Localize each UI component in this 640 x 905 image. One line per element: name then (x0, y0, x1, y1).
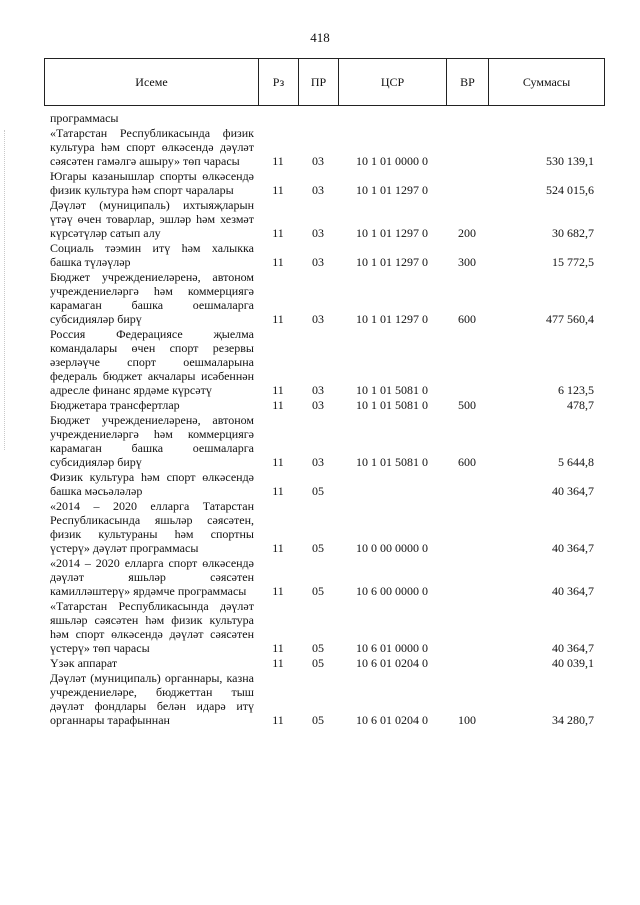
row-vr: 500 (458, 398, 476, 412)
row-sum: 478,7 (567, 398, 594, 412)
row-csr (338, 469, 446, 498)
table-header (44, 58, 605, 106)
row-rz: 11 (272, 584, 284, 598)
row-sum: 34 280,7 (552, 713, 594, 727)
row-name: «2014 – 2020 елларга Татарстан Республикасында яшьләр сәясәтен, физик культураны һәм спортны үстерү» дәүләт программасы (50, 499, 254, 555)
row-csr: 10 0 00 0000 0 (356, 541, 428, 555)
row-vr (446, 598, 488, 655)
row-rz: 11 (272, 713, 284, 727)
row-rz: 11 (272, 641, 284, 655)
row-rz (258, 110, 298, 125)
row-name: Үзәк аппарат (50, 656, 118, 670)
row-vr (446, 168, 488, 197)
row-rz: 11 (272, 154, 284, 168)
row-name: «2014 – 2020 елларга спорт өлкәсендә дәүләт яшьләр сәясәтен камилләштерү» ярдәмче программасы (50, 556, 254, 598)
row-rz: 11 (272, 541, 284, 555)
row-vr (446, 125, 488, 168)
row-csr: 10 1 01 1297 0 (356, 183, 428, 197)
row-vr (446, 469, 488, 498)
table-row (44, 555, 604, 598)
table-row (44, 110, 604, 125)
row-pr: 03 (312, 226, 324, 240)
row-pr: 05 (312, 484, 324, 498)
row-sum: 40 039,1 (552, 656, 594, 670)
row-sum: 15 772,5 (552, 255, 594, 269)
row-pr: 05 (312, 584, 324, 598)
row-pr: 05 (312, 656, 324, 670)
row-vr: 100 (458, 713, 476, 727)
row-name: Бюджет учреждениеләренә, автоном учреждениеләргә һәм коммерциягә карамаган башка оешмаларга субсидияләр бирү (50, 270, 254, 326)
row-name: «Татарстан Республикасында физик культура һәм спорт өлкәсендә дәүләт сәясәтен гамәлгә ашыру» төп чарасы (50, 126, 254, 168)
header-pr: ПР (299, 59, 339, 106)
row-rz: 11 (272, 455, 284, 469)
table-row (44, 670, 604, 727)
table-row (44, 326, 604, 397)
row-vr (446, 555, 488, 598)
row-sum: 30 682,7 (552, 226, 594, 240)
row-sum: 40 364,7 (552, 484, 594, 498)
row-sum: 40 364,7 (552, 541, 594, 555)
row-csr: 10 1 01 1297 0 (356, 255, 428, 269)
row-pr (298, 110, 338, 125)
row-rz: 11 (272, 656, 284, 670)
table-row (44, 197, 604, 240)
row-pr: 03 (312, 398, 324, 412)
table-row (44, 269, 604, 326)
row-name: Югары казанышлар спорты өлкәсендә физик культура һәм спорт чаралары (50, 169, 254, 197)
header-vr: ВР (447, 59, 489, 106)
row-rz: 11 (272, 255, 284, 269)
row-rz: 11 (272, 226, 284, 240)
row-pr: 03 (312, 312, 324, 326)
row-vr (446, 110, 488, 125)
row-rz: 11 (272, 484, 284, 498)
table-row (44, 469, 604, 498)
row-pr: 03 (312, 154, 324, 168)
row-pr: 05 (312, 713, 324, 727)
row-csr: 10 1 01 1297 0 (356, 226, 428, 240)
row-sum: 6 123,5 (558, 383, 594, 397)
row-csr: 10 6 01 0204 0 (356, 656, 428, 670)
row-rz: 11 (272, 312, 284, 326)
margin-scan-marks (4, 130, 13, 450)
row-vr: 300 (458, 255, 476, 269)
row-sum (488, 110, 604, 125)
row-rz: 11 (272, 183, 284, 197)
row-rz: 11 (272, 398, 284, 412)
row-name: программасы (50, 111, 119, 125)
table-row (44, 240, 604, 269)
row-csr: 10 6 01 0000 0 (356, 641, 428, 655)
row-csr: 10 1 01 1297 0 (356, 312, 428, 326)
row-pr: 05 (312, 541, 324, 555)
row-name: Бюджетара трансфертлар (50, 398, 180, 412)
row-pr: 03 (312, 183, 324, 197)
budget-table (44, 110, 604, 727)
row-name: Социаль тәэмин итү һәм халыкка башка түләүләр (50, 241, 254, 269)
row-name: Россия Федерациясе җыелма командалары өчен спорт резервы әзерләүче спорт оешмаларына федераль бюджет акчалары исәбеннән адресле финанс ярдәме күрсәтү (50, 327, 254, 397)
row-csr: 10 6 01 0204 0 (356, 713, 428, 727)
header-name: Исеме (45, 59, 259, 106)
row-sum: 524 015,6 (546, 183, 594, 197)
row-name: Физик культура һәм спорт өлкәсендә башка мәсьәләләр (50, 470, 254, 498)
row-sum: 40 364,7 (552, 641, 594, 655)
row-pr: 03 (312, 255, 324, 269)
row-sum: 530 139,1 (546, 154, 594, 168)
row-sum: 477 560,4 (546, 312, 594, 326)
header-csr: ЦСР (339, 59, 447, 106)
row-name: Дәүләт (муниципаль) органнары, казна учреждениеләре, бюджеттан тыш дәүләт фондлары белән идарә итү органнары тарафыннан (50, 671, 254, 727)
row-sum: 5 644,8 (558, 455, 594, 469)
row-csr: 10 1 01 5081 0 (356, 383, 428, 397)
row-csr: 10 6 00 0000 0 (356, 584, 428, 598)
row-vr (446, 655, 488, 670)
row-vr (446, 498, 488, 555)
row-rz: 11 (272, 383, 284, 397)
row-vr: 600 (458, 455, 476, 469)
row-pr: 03 (312, 383, 324, 397)
table-row (44, 397, 604, 412)
table-row (44, 412, 604, 469)
row-csr: 10 1 01 5081 0 (356, 455, 428, 469)
table-row (44, 125, 604, 168)
table-row (44, 655, 604, 670)
header-rz: Рз (259, 59, 299, 106)
page-number: 418 (310, 30, 330, 45)
table-row (44, 598, 604, 655)
row-name: Бюджет учреждениеләренә, автоном учреждениеләргә һәм коммерциягә карамаган башка оешмаларга субсидияләр бирү (50, 413, 254, 469)
header-sum: Суммасы (489, 59, 605, 106)
row-sum: 40 364,7 (552, 584, 594, 598)
row-csr: 10 1 01 0000 0 (356, 154, 428, 168)
table-row (44, 498, 604, 555)
row-name: Дәүләт (муниципаль) ихтыяҗларын үтәү өчен товарлар, эшләр һәм хезмәт күрсәтүләр сатып алу (50, 198, 254, 240)
row-pr: 05 (312, 641, 324, 655)
row-vr (446, 326, 488, 397)
row-csr (338, 110, 446, 125)
row-vr: 600 (458, 312, 476, 326)
row-pr: 03 (312, 455, 324, 469)
table-row (44, 168, 604, 197)
row-csr: 10 1 01 5081 0 (356, 398, 428, 412)
row-vr: 200 (458, 226, 476, 240)
row-name: «Татарстан Республикасында дәүләт яшьләр сәясәтен һәм физик культура һәм спорт өлкәсендә дәүләт сәясәтен үстерү» төп чарасы (50, 599, 254, 655)
